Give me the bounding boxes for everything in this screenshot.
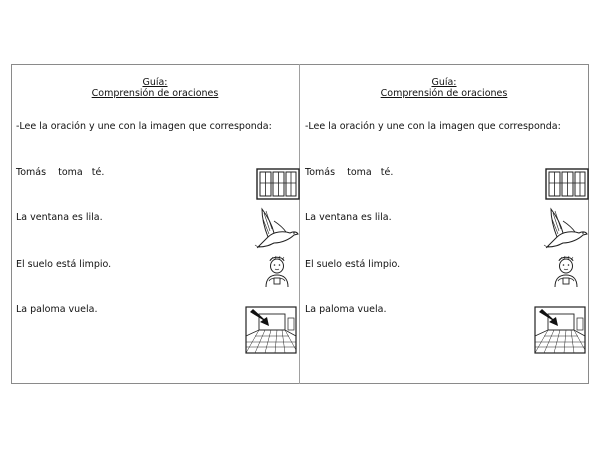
dove-image: [254, 207, 300, 249]
sentence-3: El suelo está limpio.: [16, 259, 112, 270]
sentence-4: La paloma vuela.: [305, 304, 387, 315]
guide-title: Guía:: [142, 77, 168, 88]
sentence-3: El suelo está limpio.: [305, 259, 401, 270]
worksheet-right: [300, 64, 588, 384]
floor-image: [245, 306, 297, 354]
sentence-1: Tomás toma té.: [305, 167, 394, 178]
guide-subtitle: Comprensión de oraciones: [91, 88, 219, 99]
guide-subtitle: Comprensión de oraciones: [380, 88, 508, 99]
sentence-2: La ventana es lila.: [305, 212, 392, 223]
floor-image: [534, 306, 586, 354]
instruction-text: -Lee la oración y une con la imagen que corresponda:: [305, 121, 561, 132]
window-image: [545, 168, 589, 200]
sentence-4: La paloma vuela.: [16, 304, 98, 315]
sentence-2: La ventana es lila.: [16, 212, 103, 223]
instruction-text: -Lee la oración y une con la imagen que corresponda:: [16, 121, 272, 132]
dove-image: [543, 207, 589, 249]
sentence-1: Tomás toma té.: [16, 167, 105, 178]
worksheet-left: [11, 64, 299, 384]
guide-title: Guía:: [431, 77, 457, 88]
window-image: [256, 168, 300, 200]
boy-drinking-image: [263, 254, 291, 288]
boy-drinking-image: [552, 254, 580, 288]
